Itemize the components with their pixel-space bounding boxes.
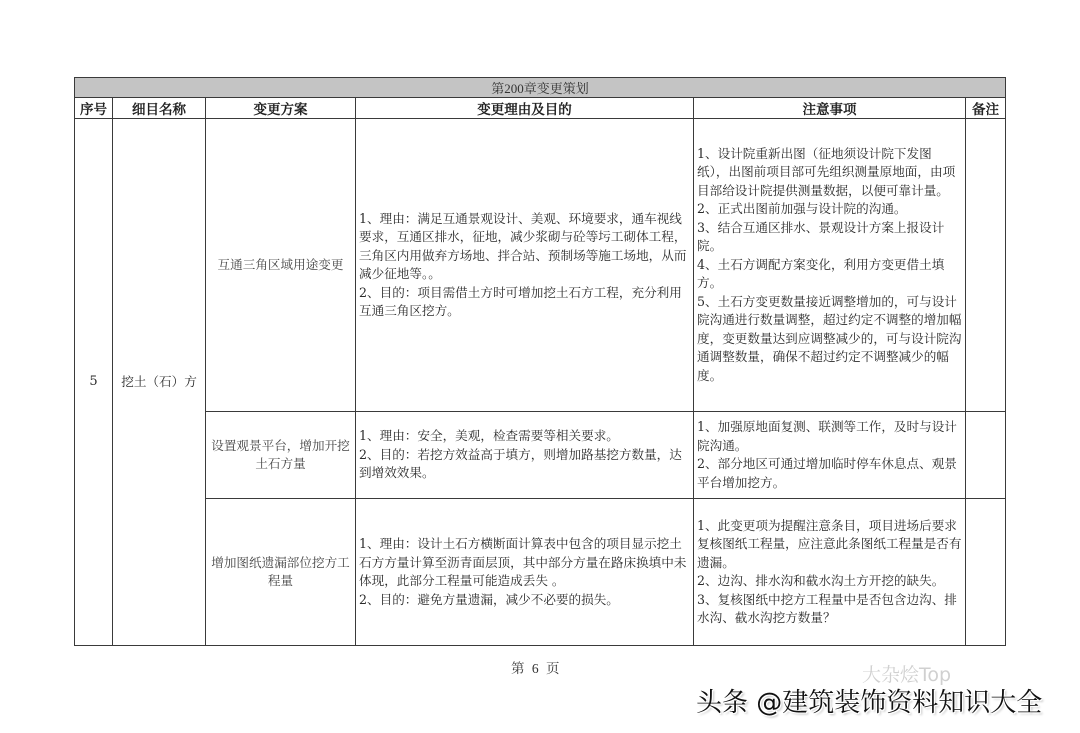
item-name: 挖土（石）方 bbox=[113, 119, 206, 646]
note-line: 3、结合互通区排水、景观设计方案上报设计院。 bbox=[697, 219, 945, 254]
source-watermark: 头条 @建筑装饰资料知识大全 bbox=[696, 688, 1043, 718]
header-seq: 序号 bbox=[75, 98, 113, 119]
reason-line: 1、理由：设计土石方横断面计算表中包含的项目显示挖土石方方量计算至沥青面层顶，其中部分方量在路床换填中未体现，此部分工程量可能造成丢失 。 bbox=[359, 536, 687, 588]
header-change-plan: 变更方案 bbox=[206, 98, 356, 119]
header-item-name: 细目名称 bbox=[113, 98, 206, 119]
reason-purpose bbox=[356, 499, 694, 646]
notes bbox=[694, 499, 966, 646]
note-line: 1、设计院重新出图（征地须设计院下发图纸），出图前项目部可先组织测量原地面，由项目部给设计院提供测量数据，以便可靠计量。 bbox=[697, 145, 956, 198]
header-reason-purpose: 变更理由及目的 bbox=[356, 98, 694, 119]
chapter-title: 第200章变更策划 bbox=[75, 78, 1006, 98]
remark bbox=[966, 119, 1006, 412]
seq-number: 5 bbox=[75, 119, 113, 646]
note-line: 2、部分地区可通过增加临时停车休息点、观景平台增加挖方。 bbox=[697, 456, 957, 490]
note-line: 5、土石方变更数量接近调整增加的，可与设计院沟通进行数量调整，超过约定不调整的增加幅度，变更数量达到应调整减少的，可与设计院沟通调整数量，确保不超过约定不调整减少的幅度。 bbox=[697, 293, 962, 383]
reason-purpose bbox=[356, 119, 694, 412]
header-remark: 备注 bbox=[966, 98, 1006, 119]
note-line: 1、加强原地面复测、联测等工作，及时与设计院沟通。 bbox=[697, 419, 957, 453]
purpose-line: 2、目的：项目需借土方时可增加挖土石方工程，充分利用互通三角区挖方。 bbox=[359, 284, 682, 318]
purpose-line: 2、目的：避免方量遗漏，减少不必要的损失。 bbox=[359, 591, 619, 607]
purpose-line: 2、目的：若挖方效益高于填方，则增加路基挖方数量，达到增效效果。 bbox=[359, 446, 682, 481]
reason-line: 1、理由：安全，美观，检查需要等相关要求。 bbox=[359, 428, 619, 444]
table-header-row bbox=[75, 98, 1006, 119]
table-title-row bbox=[75, 78, 1006, 98]
table-row bbox=[75, 119, 1006, 412]
table-row bbox=[75, 499, 1006, 646]
reason-line: 1、理由：满足互通景观设计、美观、环境要求，通车视线要求，互通区排水，征地，减少浆砌与砼等圬工砌体工程，三角区内用做弃方场地、拌合站、预制场等施工场地，从而减少征地等。。 bbox=[359, 210, 687, 281]
header-notes: 注意事项 bbox=[694, 98, 966, 119]
notes bbox=[694, 412, 966, 499]
note-line: 4、土石方调配方案变化，利用方变更借土填方。 bbox=[697, 256, 945, 291]
note-line: 2、边沟、排水沟和截水沟土方开挖的缺失。 bbox=[697, 573, 945, 588]
faint-watermark: 大杂烩Top bbox=[862, 664, 952, 686]
change-plan: 互通三角区域用途变更 bbox=[206, 119, 356, 412]
note-line: 2、正式出图前加强与设计院的沟通。 bbox=[697, 201, 907, 217]
change-plan: 设置观景平台，增加开挖土石方量 bbox=[206, 412, 356, 499]
remark bbox=[966, 499, 1006, 646]
page-number: 第 6 页 bbox=[511, 661, 562, 676]
note-line: 3、复核图纸中挖方工程量中是否包含边沟、排水沟、截水沟挖方数量？ bbox=[697, 591, 957, 625]
note-line: 1、此变更项为提醒注意条目，项目进场后要求复核图纸工程量，应注意此条图纸工程量是否有遗漏。 bbox=[697, 517, 962, 570]
remark bbox=[966, 412, 1006, 499]
change-planning-table bbox=[74, 77, 1006, 646]
table-row bbox=[75, 412, 1006, 499]
reason-purpose bbox=[356, 412, 694, 499]
change-plan: 增加图纸遗漏部位挖方工程量 bbox=[206, 499, 356, 646]
notes bbox=[694, 119, 966, 412]
